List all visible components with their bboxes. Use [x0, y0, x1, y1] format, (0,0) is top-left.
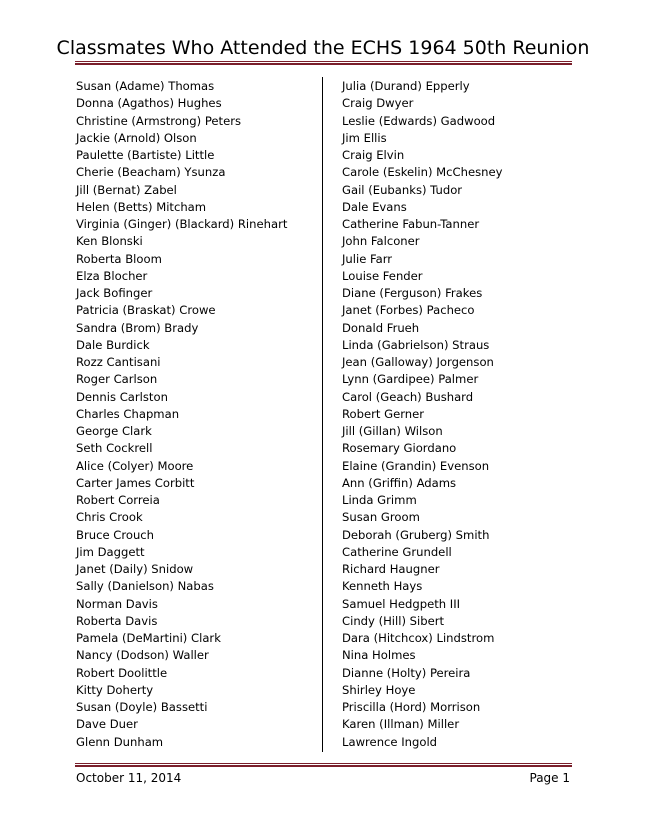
classmate-name: Donna (Agathos) Hughes	[76, 96, 222, 111]
classmate-name: Craig Elvin	[342, 148, 405, 162]
classmate-name: Julie Farr	[342, 251, 393, 266]
classmate-name: Jill (Gillan) Wilson	[342, 424, 443, 438]
classmate-name: Priscilla (Hord) Morrison	[342, 700, 481, 714]
left-name-column	[76, 78, 287, 751]
classmate-name: Charles Chapman	[76, 406, 180, 421]
classmate-name: Samuel Hedgpeth III	[342, 596, 461, 611]
classmate-name: Dale Evans	[342, 199, 407, 214]
classmate-name: Nancy (Dodson) Waller	[76, 648, 209, 663]
classmate-name: Jim Ellis	[342, 130, 387, 145]
classmate-name: Susan (Doyle) Bassetti	[76, 700, 208, 714]
classmate-name: Deborah (Gruberg) Smith	[342, 527, 490, 542]
classmate-name: Dave Duer	[76, 717, 138, 732]
classmate-name: Dara (Hitchcox) Lindstrom	[342, 631, 495, 645]
classmate-name: Glenn Dunham	[76, 734, 164, 749]
classmate-name: Carole (Eskelin) McChesney	[342, 165, 503, 180]
classmate-name: Leslie (Edwards) Gadwood	[342, 113, 496, 128]
classmate-name: Janet (Forbes) Pacheco	[342, 303, 475, 318]
classmate-name: Norman Davis	[76, 596, 158, 611]
classmate-name: Julia (Durand) Epperly	[342, 79, 470, 93]
classmate-name: Cherie (Beacham) Ysunza	[76, 165, 226, 180]
classmate-name: Jean (Galloway) Jorgenson	[342, 355, 494, 369]
classmate-name: Cindy (Hill) Sibert	[342, 613, 445, 628]
classmate-name: Robert Correia	[76, 493, 160, 507]
classmate-name: Christine (Armstrong) Peters	[76, 113, 242, 128]
classmate-name: Louise Fender	[342, 268, 423, 283]
classmate-name: Carter James Corbitt	[76, 475, 195, 490]
classmate-name: Virginia (Ginger) (Blackard) Rinehart	[76, 217, 288, 231]
classmate-name: Alice (Colyer) Moore	[76, 458, 194, 473]
classmate-name: Dianne (Holty) Pereira	[342, 665, 471, 680]
classmate-name: Dale Burdick	[76, 337, 150, 352]
classmate-name: Jill (Bernat) Zabel	[76, 182, 177, 197]
classmate-name: Linda (Gabrielson) Straus	[342, 337, 490, 352]
classmate-name: Linda Grimm	[342, 493, 417, 507]
classmate-name: Diane (Ferguson) Frakes	[342, 286, 483, 300]
classmate-name: Roberta Bloom	[76, 251, 162, 266]
classmate-name: Donald Frueh	[342, 320, 420, 335]
classmate-name: Rozz Cantisani	[76, 355, 161, 369]
classmate-name: Roger Carlson	[76, 372, 158, 387]
classmate-name: Jackie (Arnold) Olson	[76, 130, 197, 145]
classmate-name: Paulette (Bartiste) Little	[76, 148, 215, 162]
classmate-name: Robert Gerner	[342, 406, 425, 421]
classmate-name: Karen (Illman) Miller	[342, 717, 460, 732]
right-name-column	[342, 78, 503, 751]
classmate-name: Gail (Eubanks) Tudor	[342, 182, 463, 197]
classmate-name: Elza Blocher	[76, 268, 148, 283]
classmate-name: Elaine (Grandin) Evenson	[342, 458, 490, 473]
classmate-name: Nina Holmes	[342, 648, 416, 663]
classmate-name: Robert Doolittle	[76, 665, 168, 680]
classmate-name: Ken Blonski	[76, 234, 143, 249]
classmate-name: Ann (Griffin) Adams	[342, 475, 457, 490]
classmate-name: Roberta Davis	[76, 613, 158, 628]
footer-date: October 11, 2014	[76, 771, 182, 785]
classmate-name: Patricia (Braskat) Crowe	[76, 303, 216, 318]
classmate-name: Bruce Crouch	[76, 527, 155, 542]
classmate-name: Lawrence Ingold	[342, 734, 438, 749]
header-rule	[75, 61, 572, 65]
classmate-name: Seth Cockrell	[76, 441, 153, 456]
classmate-name: Kenneth Hays	[342, 579, 423, 594]
classmate-name: Lynn (Gardipee) Palmer	[342, 372, 479, 387]
classmate-name: Helen (Betts) Mitcham	[76, 199, 207, 214]
classmate-name: Janet (Daily) Snidow	[76, 562, 194, 576]
classmate-name: John Falconer	[342, 234, 420, 249]
classmate-name: Sandra (Brom) Brady	[76, 320, 199, 335]
classmate-name: Catherine Fabun-Tanner	[342, 217, 480, 231]
classmate-name: Sally (Danielson) Nabas	[76, 579, 214, 594]
classmate-name: George Clark	[76, 424, 152, 438]
footer-page-number: Page 1	[529, 771, 570, 785]
classmate-name: Dennis Carlston	[76, 389, 168, 404]
classmate-name: Richard Haugner	[342, 562, 440, 576]
classmate-name: Catherine Grundell	[342, 544, 452, 559]
page-title: Classmates Who Attended the ECHS 1964 50th Reunion	[56, 37, 590, 59]
footer-rule	[75, 763, 572, 767]
classmate-name: Jack Bofinger	[76, 286, 153, 300]
classmate-name: Carol (Geach) Bushard	[342, 389, 474, 404]
classmate-name: Kitty Doherty	[76, 682, 154, 697]
classmate-name: Susan Groom	[342, 510, 420, 525]
column-divider	[322, 77, 323, 752]
classmate-name: Shirley Hoye	[342, 682, 416, 697]
classmate-name: Chris Crook	[76, 510, 143, 525]
classmate-name: Jim Daggett	[76, 544, 145, 559]
classmate-name: Pamela (DeMartini) Clark	[76, 631, 221, 645]
classmate-name: Susan (Adame) Thomas	[76, 79, 215, 93]
classmate-name: Craig Dwyer	[342, 96, 414, 111]
classmate-name: Rosemary Giordano	[342, 441, 457, 456]
